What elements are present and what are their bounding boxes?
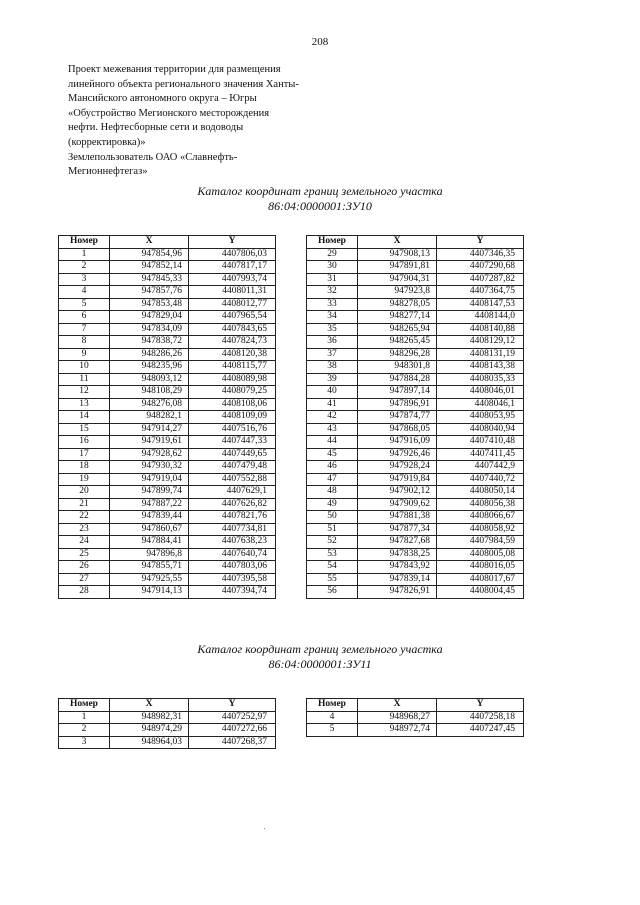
table-row xyxy=(307,523,524,536)
x-coordinate-cell: 947928,62 xyxy=(110,448,189,461)
point-number-cell: 49 xyxy=(307,498,358,511)
x-coordinate-cell: 948296,28 xyxy=(358,348,437,361)
point-number-cell: 17 xyxy=(59,448,110,461)
x-coordinate-cell: 947904,31 xyxy=(358,273,437,286)
point-number-cell: 15 xyxy=(59,423,110,436)
x-coordinate-cell: 947925,55 xyxy=(110,573,189,586)
point-number-cell: 28 xyxy=(59,586,110,599)
table-row xyxy=(307,498,524,511)
x-coordinate-cell: 947928,24 xyxy=(358,461,437,474)
catalog-1-table-left xyxy=(58,235,276,599)
header-line: (корректировка)» xyxy=(68,136,146,148)
y-coordinate-cell: 4407346,35 xyxy=(437,248,524,261)
x-coordinate-cell: 948286,26 xyxy=(110,348,189,361)
x-coordinate-cell: 947916,09 xyxy=(358,436,437,449)
header-line: линейного объекта регионального значения Ханты- xyxy=(68,78,299,90)
point-number-cell: 30 xyxy=(307,261,358,274)
catalog-2-parcel-id: 86:04:0000001:ЗУ11 xyxy=(268,657,372,671)
column-header-number: Номер xyxy=(307,236,358,249)
x-coordinate-cell: 947891,81 xyxy=(358,261,437,274)
point-number-cell: 4 xyxy=(307,711,358,724)
y-coordinate-cell: 4407447,33 xyxy=(189,436,276,449)
y-coordinate-cell: 4407965,54 xyxy=(189,311,276,324)
y-coordinate-cell: 4407479,48 xyxy=(189,461,276,474)
table-row xyxy=(307,361,524,374)
x-coordinate-cell: 947855,71 xyxy=(110,561,189,574)
point-number-cell: 40 xyxy=(307,386,358,399)
table-row xyxy=(307,386,524,399)
table-row xyxy=(59,498,276,511)
x-coordinate-cell: 947827,68 xyxy=(358,536,437,549)
table-row xyxy=(59,373,276,386)
point-number-cell: 1 xyxy=(59,248,110,261)
y-coordinate-cell: 4408115,77 xyxy=(189,361,276,374)
x-coordinate-cell: 947896,8 xyxy=(110,548,189,561)
point-number-cell: 32 xyxy=(307,286,358,299)
point-number-cell: 6 xyxy=(59,311,110,324)
y-coordinate-cell: 4408129,12 xyxy=(437,336,524,349)
column-header-number: Номер xyxy=(307,699,358,712)
y-coordinate-cell: 4408147,53 xyxy=(437,298,524,311)
y-coordinate-cell: 4407287,82 xyxy=(437,273,524,286)
x-coordinate-cell: 947923,8 xyxy=(358,286,437,299)
catalog-1-title-line1: Каталог координат границ земельного участка xyxy=(197,184,443,198)
x-coordinate-cell: 947834,09 xyxy=(110,323,189,336)
table-row xyxy=(59,724,276,737)
x-coordinate-cell: 948974,29 xyxy=(110,724,189,737)
y-coordinate-cell: 4408143,38 xyxy=(437,361,524,374)
x-coordinate-cell: 948277,14 xyxy=(358,311,437,324)
x-coordinate-cell: 948964,03 xyxy=(110,736,189,749)
table-row xyxy=(59,286,276,299)
column-header-y: Y xyxy=(189,236,276,249)
y-coordinate-cell: 4407268,37 xyxy=(189,736,276,749)
y-coordinate-cell: 4407806,03 xyxy=(189,248,276,261)
y-coordinate-cell: 4407629,1 xyxy=(189,486,276,499)
y-coordinate-cell: 4408120,38 xyxy=(189,348,276,361)
point-number-cell: 5 xyxy=(307,724,358,737)
x-coordinate-cell: 947843,92 xyxy=(358,561,437,574)
point-number-cell: 55 xyxy=(307,573,358,586)
column-header-x: X xyxy=(110,699,189,712)
point-number-cell: 36 xyxy=(307,336,358,349)
x-coordinate-cell: 948301,8 xyxy=(358,361,437,374)
table-row xyxy=(59,248,276,261)
point-number-cell: 5 xyxy=(59,298,110,311)
table-row xyxy=(307,473,524,486)
y-coordinate-cell: 4408016,05 xyxy=(437,561,524,574)
point-number-cell: 29 xyxy=(307,248,358,261)
table-row xyxy=(307,586,524,599)
table-row xyxy=(59,323,276,336)
point-number-cell: 41 xyxy=(307,398,358,411)
table-row xyxy=(59,573,276,586)
point-number-cell: 3 xyxy=(59,736,110,749)
y-coordinate-cell: 4407516,76 xyxy=(189,423,276,436)
table-row xyxy=(59,311,276,324)
table-row xyxy=(307,248,524,261)
table-row xyxy=(307,323,524,336)
x-coordinate-cell: 947838,25 xyxy=(358,548,437,561)
x-coordinate-cell: 947909,62 xyxy=(358,498,437,511)
x-coordinate-cell: 947877,34 xyxy=(358,523,437,536)
x-coordinate-cell: 947926,46 xyxy=(358,448,437,461)
point-number-cell: 19 xyxy=(59,473,110,486)
table-row xyxy=(307,273,524,286)
point-number-cell: 45 xyxy=(307,448,358,461)
point-number-cell: 43 xyxy=(307,423,358,436)
header-line: Землепользователь ОАО «Славнефть- xyxy=(68,151,238,163)
point-number-cell: 51 xyxy=(307,523,358,536)
point-number-cell: 12 xyxy=(59,386,110,399)
table-row xyxy=(59,536,276,549)
header-line: «Обустройство Мегионского месторождения xyxy=(68,107,270,119)
table-row xyxy=(59,736,276,749)
x-coordinate-cell: 947896,91 xyxy=(358,398,437,411)
x-coordinate-cell: 948235,96 xyxy=(110,361,189,374)
table-row xyxy=(59,398,276,411)
y-coordinate-cell: 4408011,31 xyxy=(189,286,276,299)
table-row xyxy=(59,523,276,536)
table-row xyxy=(59,336,276,349)
x-coordinate-cell: 947881,38 xyxy=(358,511,437,524)
x-coordinate-cell: 947853,48 xyxy=(110,298,189,311)
table-row xyxy=(59,348,276,361)
column-header-x: X xyxy=(110,236,189,249)
point-number-cell: 1 xyxy=(59,711,110,724)
x-coordinate-cell: 947874,77 xyxy=(358,411,437,424)
point-number-cell: 16 xyxy=(59,436,110,449)
y-coordinate-cell: 4407442,9 xyxy=(437,461,524,474)
point-number-cell: 10 xyxy=(59,361,110,374)
y-coordinate-cell: 4408109,09 xyxy=(189,411,276,424)
y-coordinate-cell: 4407272,66 xyxy=(189,724,276,737)
y-coordinate-cell: 4407252,97 xyxy=(189,711,276,724)
y-coordinate-cell: 4407394,74 xyxy=(189,586,276,599)
x-coordinate-cell: 948278,05 xyxy=(358,298,437,311)
y-coordinate-cell: 4408066,67 xyxy=(437,511,524,524)
point-number-cell: 3 xyxy=(59,273,110,286)
x-coordinate-cell: 947919,04 xyxy=(110,473,189,486)
table-row xyxy=(307,486,524,499)
x-coordinate-cell: 947826,91 xyxy=(358,586,437,599)
y-coordinate-cell: 4408053,95 xyxy=(437,411,524,424)
point-number-cell: 38 xyxy=(307,361,358,374)
project-header xyxy=(68,63,348,180)
x-coordinate-cell: 947829,04 xyxy=(110,311,189,324)
table-row xyxy=(307,436,524,449)
column-header-number: Номер xyxy=(59,699,110,712)
y-coordinate-cell: 4407449,65 xyxy=(189,448,276,461)
table-row xyxy=(59,473,276,486)
table-row xyxy=(59,586,276,599)
point-number-cell: 9 xyxy=(59,348,110,361)
point-number-cell: 44 xyxy=(307,436,358,449)
point-number-cell: 11 xyxy=(59,373,110,386)
x-coordinate-cell: 947887,22 xyxy=(110,498,189,511)
point-number-cell: 7 xyxy=(59,323,110,336)
table-row xyxy=(59,461,276,474)
table-row xyxy=(59,386,276,399)
x-coordinate-cell: 947914,27 xyxy=(110,423,189,436)
point-number-cell: 2 xyxy=(59,261,110,274)
table-row xyxy=(307,511,524,524)
table-row xyxy=(307,461,524,474)
point-number-cell: 35 xyxy=(307,323,358,336)
x-coordinate-cell: 948093,12 xyxy=(110,373,189,386)
y-coordinate-cell: 4407410,48 xyxy=(437,436,524,449)
y-coordinate-cell: 4407821,76 xyxy=(189,511,276,524)
table-header-row xyxy=(59,236,276,249)
table-row xyxy=(59,273,276,286)
x-coordinate-cell: 947897,14 xyxy=(358,386,437,399)
point-number-cell: 21 xyxy=(59,498,110,511)
table-row xyxy=(59,711,276,724)
table-row xyxy=(307,573,524,586)
table-row xyxy=(59,486,276,499)
x-coordinate-cell: 947854,96 xyxy=(110,248,189,261)
x-coordinate-cell: 947857,76 xyxy=(110,286,189,299)
table-row xyxy=(307,448,524,461)
point-number-cell: 22 xyxy=(59,511,110,524)
table-row xyxy=(59,436,276,449)
point-number-cell: 47 xyxy=(307,473,358,486)
y-coordinate-cell: 4407626,82 xyxy=(189,498,276,511)
point-number-cell: 18 xyxy=(59,461,110,474)
point-number-cell: 56 xyxy=(307,586,358,599)
x-coordinate-cell: 947845,33 xyxy=(110,273,189,286)
y-coordinate-cell: 4408058,92 xyxy=(437,523,524,536)
y-coordinate-cell: 4408050,14 xyxy=(437,486,524,499)
point-number-cell: 42 xyxy=(307,411,358,424)
column-header-x: X xyxy=(358,699,437,712)
header-line: Проект межевания территории для размещения xyxy=(68,64,281,75)
y-coordinate-cell: 4408035,33 xyxy=(437,373,524,386)
table-row xyxy=(307,348,524,361)
header-line: Мегионнефтегаз» xyxy=(68,166,148,178)
header-line: нефти. Нефтесборные сети и водоводы xyxy=(68,122,244,134)
x-coordinate-cell: 948108,29 xyxy=(110,386,189,399)
x-coordinate-cell: 948972,74 xyxy=(358,724,437,737)
x-coordinate-cell: 947899,74 xyxy=(110,486,189,499)
point-number-cell: 4 xyxy=(59,286,110,299)
point-number-cell: 52 xyxy=(307,536,358,549)
y-coordinate-cell: 4407290,68 xyxy=(437,261,524,274)
point-number-cell: 14 xyxy=(59,411,110,424)
x-coordinate-cell: 948982,31 xyxy=(110,711,189,724)
point-number-cell: 24 xyxy=(59,536,110,549)
y-coordinate-cell: 4408004,45 xyxy=(437,586,524,599)
y-coordinate-cell: 4407734,81 xyxy=(189,523,276,536)
y-coordinate-cell: 4407440,72 xyxy=(437,473,524,486)
catalog-1-table-right xyxy=(306,235,524,599)
y-coordinate-cell: 4407247,45 xyxy=(437,724,524,737)
point-number-cell: 26 xyxy=(59,561,110,574)
y-coordinate-cell: 4407993,74 xyxy=(189,273,276,286)
point-number-cell: 46 xyxy=(307,461,358,474)
table-header-row xyxy=(307,236,524,249)
table-row xyxy=(59,448,276,461)
page-number: 208 xyxy=(311,36,329,48)
point-number-cell: 20 xyxy=(59,486,110,499)
x-coordinate-cell: 947914,13 xyxy=(110,586,189,599)
catalog-2-title xyxy=(0,642,640,672)
y-coordinate-cell: 4408079,25 xyxy=(189,386,276,399)
table-row xyxy=(307,286,524,299)
x-coordinate-cell: 948282,1 xyxy=(110,411,189,424)
table-row xyxy=(307,724,524,737)
table-row xyxy=(307,536,524,549)
table-row xyxy=(307,423,524,436)
column-header-x: X xyxy=(358,236,437,249)
y-coordinate-cell: 4407258,18 xyxy=(437,711,524,724)
x-coordinate-cell: 947852,14 xyxy=(110,261,189,274)
y-coordinate-cell: 4407364,75 xyxy=(437,286,524,299)
table-row xyxy=(307,311,524,324)
y-coordinate-cell: 4408012,77 xyxy=(189,298,276,311)
table-row xyxy=(307,548,524,561)
x-coordinate-cell: 947884,41 xyxy=(110,536,189,549)
header-line: Мансийского автономного округа – Югры xyxy=(68,93,257,105)
column-header-y: Y xyxy=(189,699,276,712)
catalog-2-table-right xyxy=(306,698,524,737)
table-row xyxy=(59,511,276,524)
table-row xyxy=(59,361,276,374)
point-number-cell: 27 xyxy=(59,573,110,586)
table-row xyxy=(307,261,524,274)
point-number-cell: 25 xyxy=(59,548,110,561)
y-coordinate-cell: 4407638,23 xyxy=(189,536,276,549)
y-coordinate-cell: 4408046,01 xyxy=(437,386,524,399)
point-number-cell: 2 xyxy=(59,724,110,737)
column-header-number: Номер xyxy=(59,236,110,249)
x-coordinate-cell: 947919,84 xyxy=(358,473,437,486)
point-number-cell: 50 xyxy=(307,511,358,524)
y-coordinate-cell: 4408140,88 xyxy=(437,323,524,336)
catalog-2-title-line1: Каталог координат границ земельного участка xyxy=(197,642,443,656)
y-coordinate-cell: 4407817,17 xyxy=(189,261,276,274)
y-coordinate-cell: 4408056,38 xyxy=(437,498,524,511)
table-header-row xyxy=(59,699,276,712)
table-row xyxy=(59,423,276,436)
point-number-cell: 48 xyxy=(307,486,358,499)
table-header-row xyxy=(307,699,524,712)
table-row xyxy=(307,373,524,386)
catalog-1-title xyxy=(0,184,640,214)
x-coordinate-cell: 947884,28 xyxy=(358,373,437,386)
y-coordinate-cell: 4408144,0 xyxy=(437,311,524,324)
point-number-cell: 53 xyxy=(307,548,358,561)
table-row xyxy=(59,561,276,574)
y-coordinate-cell: 4408131,19 xyxy=(437,348,524,361)
catalog-2-table-left xyxy=(58,698,276,749)
y-coordinate-cell: 4408046,1 xyxy=(437,398,524,411)
point-number-cell: 39 xyxy=(307,373,358,386)
table-row xyxy=(307,336,524,349)
x-coordinate-cell: 947930,32 xyxy=(110,461,189,474)
y-coordinate-cell: 4408089,98 xyxy=(189,373,276,386)
y-coordinate-cell: 4408005,08 xyxy=(437,548,524,561)
y-coordinate-cell: 4407984,59 xyxy=(437,536,524,549)
y-coordinate-cell: 4407395,58 xyxy=(189,573,276,586)
x-coordinate-cell: 948265,45 xyxy=(358,336,437,349)
y-coordinate-cell: 4408040,94 xyxy=(437,423,524,436)
x-coordinate-cell: 947919,61 xyxy=(110,436,189,449)
point-number-cell: 34 xyxy=(307,311,358,324)
y-coordinate-cell: 4407803,06 xyxy=(189,561,276,574)
scan-speck xyxy=(264,828,265,829)
column-header-y: Y xyxy=(437,236,524,249)
x-coordinate-cell: 947902,12 xyxy=(358,486,437,499)
x-coordinate-cell: 948265,94 xyxy=(358,323,437,336)
table-row xyxy=(59,411,276,424)
x-coordinate-cell: 947839,44 xyxy=(110,511,189,524)
table-row xyxy=(307,298,524,311)
y-coordinate-cell: 4407640,74 xyxy=(189,548,276,561)
x-coordinate-cell: 947860,67 xyxy=(110,523,189,536)
y-coordinate-cell: 4408108,06 xyxy=(189,398,276,411)
x-coordinate-cell: 947908,13 xyxy=(358,248,437,261)
x-coordinate-cell: 947839,14 xyxy=(358,573,437,586)
table-row xyxy=(59,548,276,561)
table-row xyxy=(307,561,524,574)
point-number-cell: 54 xyxy=(307,561,358,574)
table-row xyxy=(59,298,276,311)
table-row xyxy=(307,411,524,424)
column-header-y: Y xyxy=(437,699,524,712)
point-number-cell: 33 xyxy=(307,298,358,311)
point-number-cell: 8 xyxy=(59,336,110,349)
y-coordinate-cell: 4407824,73 xyxy=(189,336,276,349)
x-coordinate-cell: 947838,72 xyxy=(110,336,189,349)
catalog-1-parcel-id: 86:04:0000001:ЗУ10 xyxy=(268,199,372,213)
point-number-cell: 13 xyxy=(59,398,110,411)
y-coordinate-cell: 4408017,67 xyxy=(437,573,524,586)
x-coordinate-cell: 948968,27 xyxy=(358,711,437,724)
point-number-cell: 23 xyxy=(59,523,110,536)
x-coordinate-cell: 948276,08 xyxy=(110,398,189,411)
point-number-cell: 37 xyxy=(307,348,358,361)
y-coordinate-cell: 4407411,45 xyxy=(437,448,524,461)
y-coordinate-cell: 4407552,88 xyxy=(189,473,276,486)
point-number-cell: 31 xyxy=(307,273,358,286)
y-coordinate-cell: 4407843,65 xyxy=(189,323,276,336)
table-row xyxy=(307,398,524,411)
table-row xyxy=(59,261,276,274)
table-row xyxy=(307,711,524,724)
x-coordinate-cell: 947868,05 xyxy=(358,423,437,436)
